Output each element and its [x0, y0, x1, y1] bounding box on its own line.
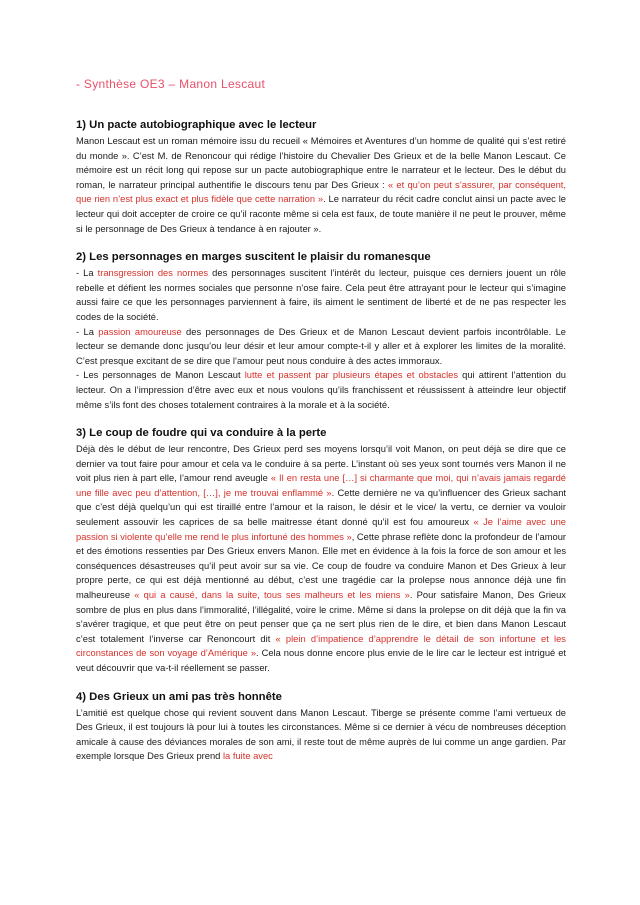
section-pacte-autobiographique [76, 117, 566, 236]
highlighted-quote: « qui a causé, dans la suite, tous ses malheurs et les miens » [134, 590, 410, 601]
document-title: - Synthèse OE3 – Manon Lescaut [76, 77, 266, 91]
text-run: Manon Lescaut est un roman mémoire issu du recueil « Mémoires et Aventures d’un homme de qualité qui s’est retiré du monde ». C’est M. de Renoncour qui rédige l’histoire du Chevalier Des Grieux et de la belle Manon Lescaut. Ce mémoire est un récit long qui repose sur un pacte autobiographique entre le narrateur et le lecteur. Des le début du roman, le narrateur principal authentifie le discours tenu par Des Grieux : [76, 136, 566, 190]
highlighted-quote: « Je l’aime avec une passion si violente qu’elle me rend le plus infortuné des hommes » [76, 517, 566, 542]
highlighted-phrase: la fuite avec [222, 751, 273, 762]
text-run: . Cela nous donne encore plus envie de le lire car le lecteur est intrigué et veut découvrir que va-t-il réellement se passer. [76, 648, 567, 673]
section-heading: 3) Le coup de foudre qui va conduire à la perte [76, 427, 327, 440]
paragraph [76, 706, 566, 764]
text-run: . Cette dernière ne va qu’influencer des Grieux sachant que c’est déjà quelqu’un qui est tiraillé entre l’amour et la raison, le désir et le vice/ la vertu, ce dernier va vouloir seulement assouvir les caprices de sa belle maitresse étant donné qu’il est fou amoureux [76, 487, 566, 528]
text-run: . Le narrateur du récit cadre conclut ainsi un pacte avec le lecteur qui doit accepter de croire ce qu’il raconte même si cela est faux, de toute manière il ne peut le prouver, même si le personnage de Des Grieux à tendance à en rajouter ». [76, 194, 566, 234]
section-heading: 1) Un pacte autobiographique avec le lecteur [76, 119, 317, 131]
paragraph [76, 368, 566, 412]
text-run: . Pour satisfaire Manon, Des Grieux sombre de plus en plus dans l’immoralité, l’illégalité, voire le crime. Même si dans la prolepse on dit déjà que la fin va s’avérer tragique, et que peut être on peut penser que ça ne sert plus rien de le dire, et bien dans Manon Lescaut c’est totalement l’inverse car Renoncourt dit [76, 590, 566, 644]
paragraph [76, 442, 566, 676]
text-run: L’amitié est quelque chose qui revient souvent dans Manon Lescaut. Tiberge se présente comme l’ami vertueux de Des Grieux, il est toujours là pour lui à toutes les circonstances. Même si ce dernier à vécu de nombreuses déception amicale à cause des déviances morales de son ami, il reste tout de même auprès de lui comme un ange gardien. Par exemple lorsque Des Grieux prend [76, 707, 566, 762]
highlighted-quote: « et qu’on peut s’assurer, par conséquent, que rien n’est plus exact et plus fidèle que cette narration » [76, 179, 567, 205]
highlighted-quote: « plein d’impatience d’apprendre le détail de son infortune et les circonstances de son voyage d’Amérique » [76, 633, 566, 659]
section-heading: 2) Les personnages en marges suscitent le plaisir du romanesque [76, 251, 431, 264]
highlighted-phrase: passion amoureuse [98, 326, 182, 337]
paragraph [76, 325, 566, 369]
text-run: , Cette phrase reflète donc la profondeur de l’amour et des émotions ressenties par Des Grieux envers Manon. Elle met en évidence à la fois la force de son amour et les conséquences désastreuses qu’il peut avoir sur sa vie. Ce coup de foudre va conduire Manon et Des Grieux à leur propre perte, ce qui est déjà mentionné au début, c’est une tragédie car la prolepse nous annonce déjà une fin malheureuse [76, 531, 566, 601]
highlighted-quote: « Il en resta une […] si charmante que moi, qui n’avais jamais regardé une fille avec peu d’attention, […], je me trouvai enflammé » [76, 473, 566, 498]
text-run: - La [76, 326, 99, 337]
highlighted-phrase: lutte et passent par plusieurs étapes et obstacles [244, 370, 459, 381]
paragraph [76, 266, 566, 324]
paragraph [76, 134, 566, 236]
text-run: des personnages suscitent l’intérêt du lecteur, puisque ces derniers jouent un rôle rebelle et défient les normes sociales que personne n’ose faire. Cela peut être attrayant pour le lecteur qui s’imagine aussi faire ce que les personnages parviennent à faire, ils aiment le sentiment de liberté et de ne pas respecter les codes de la société. [76, 268, 566, 322]
section-ami-pas-honnete [76, 689, 566, 764]
text-run: des personnages de Des Grieux et de Manon Lescaut devient parfois incontrôlable. Le lecteur se demande donc jusqu’ou leur désir et leur amour compte-t-il y aller et à explorer les limites de la moralité. C’est presque excitant de se dire que l’amour peut nous conduire à des actes immoraux. [76, 326, 567, 366]
text-run: - Les personnages de Manon Lescaut [76, 370, 245, 381]
section-coup-de-foudre [76, 425, 566, 676]
text-run: qui attirent l’attention du lecteur. On a l’impression d’être avec eux et nous voulons qu’ils franchissent et réussissent à atteindre leur objectif même s’ils font des choses totalement contraires à la morale et à la société. [76, 370, 566, 410]
text-run: Déjà dès le début de leur rencontre, Des Grieux perd ses moyens lorsqu’il voit Manon, on peut déjà se dire que ce dernier va tout faire pour amour et cela va le conduire à sa perte. L’instant où ses yeux sont tournés vers Manon il ne voit plus rien à part elle, l’amour rend aveugle [76, 444, 566, 484]
section-heading: 4) Des Grieux un ami pas très honnête [76, 690, 282, 703]
text-run: - La [76, 268, 98, 279]
document-page [76, 76, 566, 777]
section-personnages-en-marges [76, 249, 566, 412]
highlighted-phrase: transgression des normes [97, 268, 209, 279]
